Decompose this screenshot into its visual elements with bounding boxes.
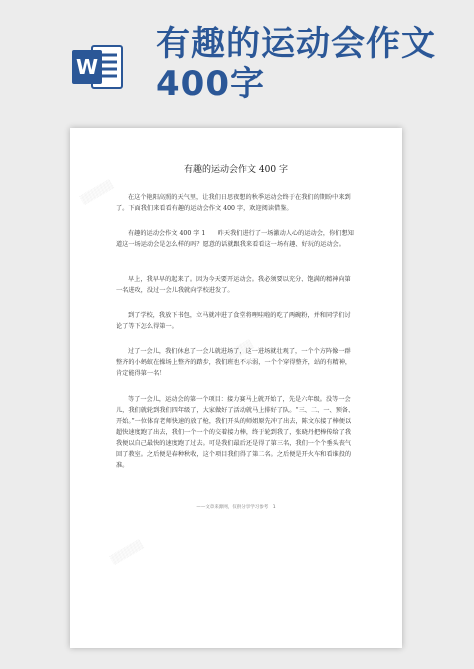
watermark: ▒▒▒▒▒ [109, 540, 145, 566]
paragraph: 早上，我早早的起来了。因为今天要开运动会。我必须要以充分、饱满的精神向第一名进攻，没过一会儿我就向学校进发了。 [116, 276, 351, 294]
watermark: ▒▒▒▒▒ [79, 180, 115, 206]
document-title: 有趣的运动会作文 400 字 [184, 165, 288, 175]
banner-title: 有趣的运动会作文 400字 [156, 24, 436, 104]
paragraph: 到了学校，我放下书包，立马就冲进了食堂将哩哇啦的吃了两碗粉，并和同学们讨论了等下怎么得第一。 [116, 312, 351, 330]
document-footer: ——文章来源网，仅供分享学习参考 1 [196, 505, 276, 510]
paragraph: 过了一会儿，我们休息了一会儿就进场了，这一进场就壮观了，一个个方阵像一群整齐的小蚂蚁在操场上整齐的踏步，我们班也不示弱，一个个穿得整齐，站的有精神，肯定能得第一名！ [116, 348, 352, 377]
document-page [70, 128, 402, 648]
watermark: ▒▒▒▒▒ [219, 340, 255, 366]
paragraph: 有趣的运动会作文 400 字 1 昨天我们进行了一场激动人心的运动会，你们想知道这一场运动会是怎么样的吗？愿意的话就跟我来看看这一场有趣、好玩的运动会。 [116, 230, 354, 248]
word-icon [70, 40, 124, 94]
svg-text:W: W [75, 55, 99, 79]
paragraph: 等了一会儿，运动会的第一个项目：接力赛马上就开始了，先是六年级。没等一会儿，我们就轮到我们四年级了，大家做好了活动就马上排好了队。“三、二、一、预备、开始。”一位体育老师快速的放了枪，我们开头的师姐原先冲了出去，陈文东接了棒便以超快速度跑了出去，我们一个一个的交着接力棒，终于轮到我了，张晓丹把棒传给了我我便以自己最快的速度跑了过去。可是我们最后还是得了第三名，我们一个个垂头丧气回了教室。之后便是春种秋收，这个项目我们得了第二名。之后便是开火车和看谁投的准。 [116, 396, 355, 469]
banner [0, 0, 474, 130]
paragraph: 在这个艳阳高照的天气里，让我们日思夜想的秋季运动会终于在我们的期盼中来到了。下面我们来看看有趣的运动会作文 400 字，欢迎阅读借鉴。 [116, 194, 351, 212]
